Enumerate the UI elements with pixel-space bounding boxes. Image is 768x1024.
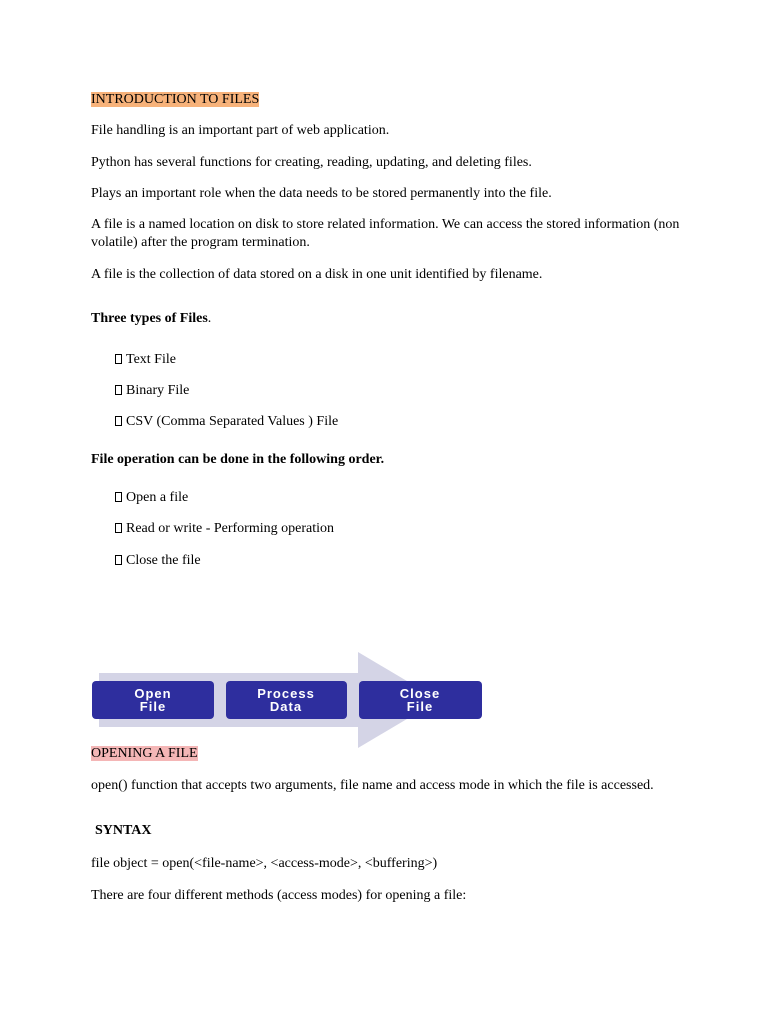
list-item-label: Text File bbox=[126, 352, 176, 367]
syntax-line: file object = open(<file-name>, <access-mode>, <buffering>) bbox=[91, 856, 438, 871]
process-step-close bbox=[359, 681, 482, 719]
intro-paragraph-5: A file is the collection of data stored on a disk in one unit identified by filename. bbox=[91, 267, 543, 282]
intro-paragraph-2: Python has several functions for creating, reading, updating, and deleting files. bbox=[91, 155, 532, 170]
bullet-icon bbox=[115, 523, 122, 533]
intro-paragraph-4-line-1: A file is a named location on disk to store related information. We can access the stored information (non bbox=[91, 217, 680, 232]
list-item bbox=[115, 351, 176, 368]
bullet-icon bbox=[115, 385, 122, 395]
access-modes-intro: There are four different methods (access modes) for opening a file: bbox=[91, 888, 467, 903]
file-types-heading-suffix: . bbox=[207, 311, 212, 326]
process-step-line1: Close bbox=[399, 686, 441, 701]
list-item bbox=[115, 552, 201, 569]
process-step-line1: Open bbox=[134, 686, 172, 701]
list-item-label: CSV (Comma Separated Values ) File bbox=[126, 414, 339, 429]
process-step-open bbox=[92, 681, 214, 719]
file-types-heading bbox=[91, 310, 211, 327]
process-step-line2: File bbox=[406, 699, 434, 714]
file-types-heading-text: Three types of Files bbox=[91, 311, 208, 326]
list-item bbox=[115, 413, 338, 430]
bullet-icon bbox=[115, 354, 122, 364]
syntax-heading: SYNTAX bbox=[95, 823, 152, 838]
opening-description: open() function that accepts two arguments, file name and access mode in which the file is accessed. bbox=[91, 778, 654, 793]
operations-heading: File operation can be done in the following order. bbox=[91, 452, 385, 467]
intro-heading bbox=[91, 91, 259, 108]
intro-paragraph-4-line-2: volatile) after the program termination. bbox=[91, 235, 310, 250]
list-item bbox=[115, 489, 188, 506]
intro-paragraph-3: Plays an important role when the data needs to be stored permanently into the file. bbox=[91, 186, 552, 201]
intro-paragraph-1: File handling is an important part of web application. bbox=[91, 123, 390, 138]
list-item bbox=[115, 382, 189, 399]
opening-heading-text: OPENING A FILE bbox=[91, 746, 198, 761]
intro-heading-text: INTRODUCTION TO FILES bbox=[91, 92, 260, 107]
list-item bbox=[115, 520, 334, 537]
process-step-process bbox=[226, 681, 347, 719]
opening-heading bbox=[91, 745, 198, 762]
bullet-icon bbox=[115, 492, 122, 502]
list-item-label: Binary File bbox=[126, 383, 190, 398]
process-step-line2: File bbox=[139, 699, 167, 714]
file-process-diagram bbox=[91, 652, 486, 748]
process-step-line2: Data bbox=[269, 699, 303, 714]
process-step-line1: Process bbox=[257, 686, 315, 701]
list-item-label: Read or write - Performing operation bbox=[126, 521, 334, 536]
list-item-label: Open a file bbox=[126, 490, 189, 505]
bullet-icon bbox=[115, 416, 122, 426]
list-item-label: Close the file bbox=[126, 553, 201, 568]
bullet-icon bbox=[115, 555, 122, 565]
